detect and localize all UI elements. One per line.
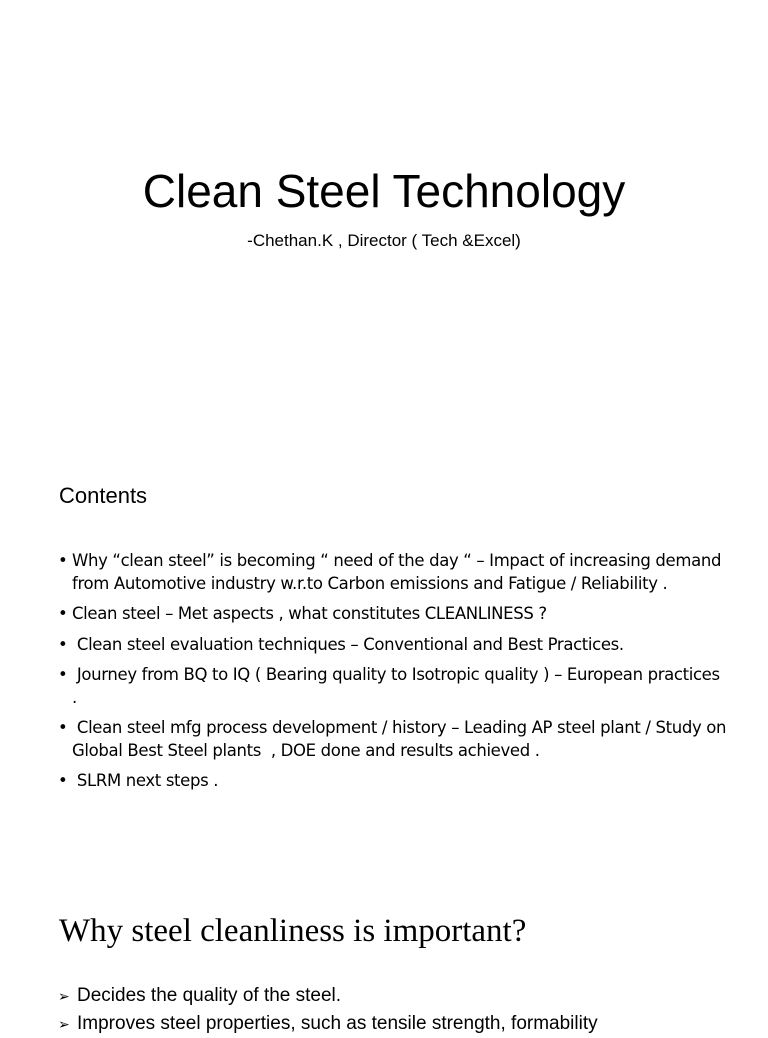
list-item bbox=[58, 603, 728, 626]
list-item-text: SLRM next steps . bbox=[72, 771, 219, 790]
list-item bbox=[58, 770, 728, 793]
bullet-icon: • bbox=[58, 634, 68, 654]
contents-heading: Contents bbox=[59, 483, 148, 508]
bullet-icon: • bbox=[58, 551, 68, 570]
why-list bbox=[58, 982, 768, 1038]
list-item-text: Why “clean steel” is becoming “ need of the day “ – Impact of increasing demand from Automotive industry w.r.to Carbon emissions and Fatigue / Reliability . bbox=[72, 551, 722, 593]
presentation-title: Clean Steel Technology bbox=[142, 165, 626, 217]
list-item bbox=[58, 634, 728, 657]
list-item-text: Clean steel – Met aspects , what constitutes CLEANLINESS ? bbox=[72, 604, 547, 623]
arrow-bullet-icon: ➢ bbox=[58, 988, 70, 1004]
list-item bbox=[58, 982, 768, 1010]
presentation-subtitle: -Chethan.K , Director ( Tech &Excel) bbox=[247, 231, 521, 250]
list-item-text: Improves steel properties, such as tensile strength, formability bbox=[77, 1013, 598, 1034]
list-item-text: Journey from BQ to IQ ( Bearing quality to Isotropic quality ) – European practices . bbox=[72, 665, 725, 707]
bullet-icon: • bbox=[58, 665, 68, 684]
why-cleanliness-slide bbox=[0, 890, 768, 1034]
list-item bbox=[58, 550, 728, 595]
list-item-text: Clean steel evaluation techniques – Conventional and Best Practices. bbox=[72, 634, 624, 654]
list-item bbox=[58, 664, 728, 709]
bullet-icon: • bbox=[58, 604, 68, 623]
why-heading: Why steel cleanliness is important? bbox=[59, 913, 527, 949]
list-item-text: Decides the quality of the steel. bbox=[77, 985, 342, 1006]
contents-list bbox=[58, 550, 732, 801]
contents-slide bbox=[0, 455, 768, 865]
bullet-icon: • bbox=[58, 771, 68, 790]
arrow-bullet-icon: ➢ bbox=[58, 1016, 70, 1032]
list-item bbox=[58, 717, 732, 762]
bullet-icon: • bbox=[58, 718, 68, 737]
title-slide bbox=[0, 0, 768, 440]
list-item-text: Clean steel mfg process development / history – Leading AP steel plant / Study on Global Best Steel plants , DOE done and results achieved . bbox=[72, 718, 732, 760]
list-item bbox=[58, 1010, 768, 1038]
